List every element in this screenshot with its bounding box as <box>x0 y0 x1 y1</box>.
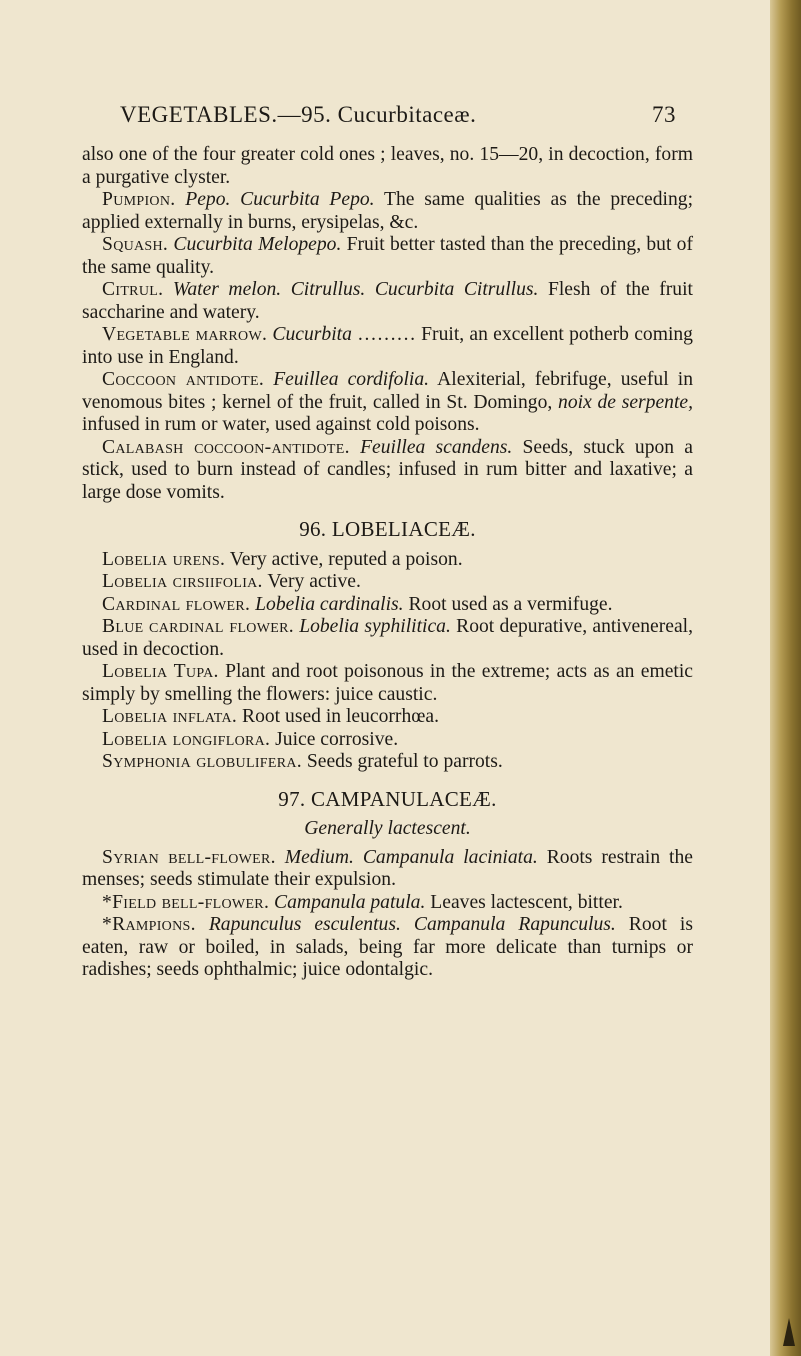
entry-text: Leaves lactescent, bitter. <box>430 891 623 913</box>
entry-name: Coccoon antidote. <box>102 369 265 390</box>
entry-name: Squash. <box>102 234 169 255</box>
section-heading-campanulaceae: 97. CAMPANULACEÆ. <box>278 786 497 811</box>
body-text <box>82 144 693 982</box>
latin-name: Lobelia syphilitica. <box>299 616 451 637</box>
entry-pumpion <box>82 189 693 234</box>
edge-tab-mark <box>783 1318 795 1346</box>
latin-name: Lobelia cardinalis. <box>255 593 404 615</box>
entry-syrian-bell-flower <box>82 847 693 892</box>
entry-cardinal-flower <box>82 594 693 617</box>
entry-calabash <box>82 437 693 505</box>
entry-text: Roots restrain the menses; seeds stimulate their expulsion. <box>82 846 693 890</box>
entry-name: Vegetable marrow. <box>102 324 268 345</box>
latin-name: Water melon. Citrullus. Cucurbita Citrullus. <box>172 279 539 300</box>
entry-name: Lobelia longiflora. <box>102 728 271 750</box>
page-edge <box>770 0 801 1356</box>
entry-text: Root used in leucorrhœa. <box>242 706 439 727</box>
entry-text: Fruit better tasted than the preceding, but of the same quality. <box>82 234 693 278</box>
entry-text: Very active. <box>267 571 361 592</box>
entry-text: Seeds, stuck upon a stick, used to burn instead of candles; infused in rum bitter and laxative; a large dose vomits. <box>82 436 693 503</box>
entry-text: Alexiterial, febrifuge, useful in venomous bites ; kernel of the fruit, called in St. Domingo, <box>82 369 693 413</box>
entry-text: Juice corrosive. <box>275 728 399 750</box>
entry-name: Citrul. <box>102 279 164 300</box>
latin-name: Medium. Campanula laciniata. <box>284 846 538 868</box>
section-subheading: Generally lactescent. <box>304 818 471 839</box>
leader-dots: ……… <box>351 324 422 345</box>
latin-name: Cucurbita <box>272 324 352 345</box>
entry-lobelia-urens <box>82 549 693 572</box>
entry-lobelia-tupa <box>82 661 693 706</box>
entry-text: Flesh of the fruit saccharine and watery. <box>82 279 693 323</box>
entry-blue-cardinal-flower <box>82 616 693 661</box>
entry-field-bell-flower <box>82 892 693 915</box>
page-number: 73 <box>652 102 676 127</box>
entry-rampions <box>82 914 693 982</box>
entry-name: Blue cardinal flower. <box>102 616 294 637</box>
entry-name: Calabash coccoon-antidote. <box>102 436 350 458</box>
entry-text-continued: infused in rum or water, used against cold poisons. <box>82 414 480 435</box>
entry-text: Root used as a vermifuge. <box>408 593 613 615</box>
entry-text: Seeds grateful to parrots. <box>306 751 503 772</box>
entry-name: Syrian bell-flower. <box>102 846 276 868</box>
entry-name: Lobelia cirsiifolia. <box>102 571 263 592</box>
entry-coccoon-antidote <box>82 369 693 437</box>
entry-lobelia-longiflora <box>82 729 693 752</box>
entry-name: Cardinal flower. <box>102 593 251 615</box>
entry-citrul <box>82 279 693 324</box>
latin-name: Campanula patula. <box>274 891 426 913</box>
entry-symphonia <box>82 751 693 774</box>
entry-text: Plant and root poisonous in the extreme; acts as an emetic simply by smelling the flowers: juice caustic. <box>82 661 693 705</box>
entry-lobelia-cirsiifolia <box>82 571 693 594</box>
running-header <box>90 102 680 136</box>
continued-paragraph: also one of the four greater cold ones ; leaves, no. 15—20, in decoction, form a purgative clyster. <box>82 144 693 188</box>
entry-text: Root depurative, antivenereal, used in decoction. <box>82 616 694 660</box>
entry-name: Lobelia urens. <box>102 548 226 570</box>
entry-name: Lobelia Tupa. <box>102 661 219 682</box>
latin-name: Feuillea cordifolia. <box>273 369 430 390</box>
entry-text: Fruit, an excellent potherb coming into use in England. <box>82 324 693 368</box>
entry-squash <box>82 234 693 279</box>
entry-name: Pumpion. <box>102 189 176 210</box>
latin-phrase: noix de serpente, <box>558 391 693 413</box>
entry-name: Lobelia inflata. <box>102 706 238 727</box>
section-heading-lobeliaceae: 96. LOBELIACEÆ. <box>299 517 476 541</box>
entry-name: *Field bell-flower. <box>102 891 270 913</box>
entry-name: Symphonia globulifera. <box>102 751 302 772</box>
entry-text: Root is eaten, raw or boiled, in salads, being far more delicate than turnips or radishes; seeds ophthalmic; juice odontalgic. <box>82 914 693 980</box>
latin-name: Cucurbita Melopepo. <box>173 234 342 255</box>
entry-vegetable-marrow <box>82 324 693 369</box>
latin-name: Feuillea scandens. <box>360 436 513 458</box>
entry-name: *Rampions. <box>102 914 196 935</box>
entry-text: The same qualities as the preceding; applied externally in burns, erysipelas, &c. <box>82 189 694 233</box>
entry-text: Very active, reputed a poison. <box>229 548 463 570</box>
header-title: VEGETABLES.—95. Cucurbitaceæ. <box>120 102 477 127</box>
latin-name: Rapunculus esculentus. Campanula Rapunculus. <box>208 914 616 935</box>
entry-lobelia-inflata <box>82 706 693 729</box>
latin-name: Pepo. Cucurbita Pepo. <box>185 189 375 210</box>
